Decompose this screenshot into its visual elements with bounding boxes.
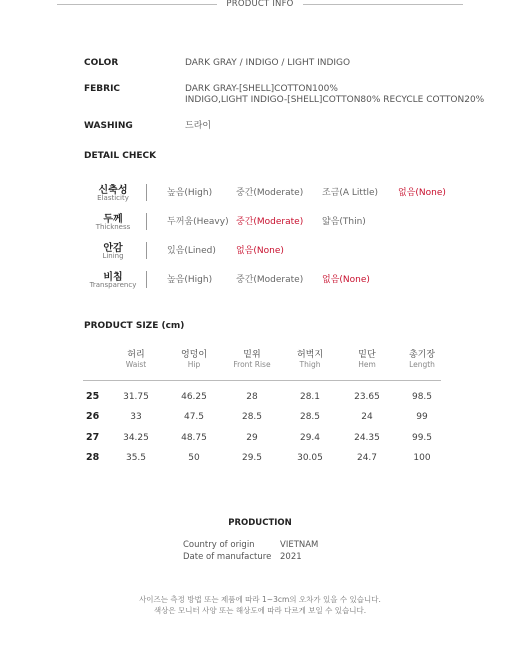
size-title: PRODUCT SIZE (cm) (84, 321, 185, 331)
size-col-ko: 밑위 (243, 350, 261, 360)
detail-option: 높음(High) (167, 188, 213, 198)
size-cell: 24.35 (354, 433, 380, 443)
size-col-en: Length (409, 360, 435, 369)
size-cell: 28.5 (241, 412, 263, 422)
size-cell: 48.75 (181, 433, 207, 443)
size-label: 25 (86, 391, 100, 402)
detail-row-lining (0, 239, 520, 265)
size-cell: 24 (361, 412, 373, 422)
detail-option: 얇음(Thin) (322, 217, 366, 227)
info-value-fabric: DARK GRAY-[SHELL]COTTON100% (185, 84, 338, 94)
size-cell: 50 (188, 453, 200, 463)
detail-label-ko: 신축성 (98, 185, 128, 196)
size-label: 26 (86, 411, 100, 422)
size-label: 27 (86, 432, 100, 443)
size-cell: 99.5 (411, 433, 433, 443)
detail-option: 있음(Lined) (167, 246, 216, 256)
size-col-ko: 엉덩이 (180, 350, 208, 360)
info-label-color: COLOR (84, 58, 119, 68)
size-col-ko: 허벅지 (296, 350, 324, 360)
production-value-origin: VIETNAM (280, 540, 319, 550)
detail-row-transparency (0, 268, 520, 294)
size-cell: 35.5 (125, 453, 147, 463)
size-note: 사이즈는 측정 방법 또는 제품에 따라 1~3cm의 오차가 있을 수 있습니다. (139, 595, 381, 604)
detail-divider (146, 271, 147, 288)
size-cell: 29.5 (241, 453, 263, 463)
size-header-divider (83, 380, 441, 381)
detail-label-ko: 안감 (103, 243, 123, 254)
size-cell: 29.4 (299, 433, 321, 443)
detail-option: 두꺼움(Heavy) (167, 217, 229, 227)
production-key-origin: Country of origin (183, 540, 255, 550)
detail-label-ko: 두께 (103, 214, 123, 225)
size-col-en: Thigh (299, 360, 321, 369)
color-note: 색상은 모니터 사양 또는 해상도에 따라 다르게 보일 수 있습니다. (153, 606, 367, 615)
size-cell: 46.25 (181, 392, 207, 402)
size-col-ko: 총기장 (408, 350, 436, 360)
info-value-washing: 드라이 (185, 121, 212, 131)
detail-option: 높음(High) (167, 275, 213, 285)
detail-check-title: DETAIL CHECK (84, 151, 157, 161)
size-cell: 29 (246, 433, 258, 443)
detail-label-en: Elasticity (97, 194, 129, 202)
size-col-en: Hip (187, 360, 201, 369)
size-cell: 23.65 (354, 392, 380, 402)
size-col-ko: 밑단 (358, 350, 376, 360)
detail-label-en: Lining (102, 252, 124, 260)
size-cell: 30.05 (297, 453, 323, 463)
detail-option-selected: 중간(Moderate) (236, 217, 304, 227)
production-title: PRODUCTION (228, 518, 292, 528)
size-cell: 98.5 (411, 392, 433, 402)
detail-divider (146, 242, 147, 259)
size-col-ko: 허리 (127, 350, 145, 360)
info-value-color: DARK GRAY / INDIGO / LIGHT INDIGO (185, 58, 351, 68)
detail-label-en: Thickness (95, 223, 131, 231)
production-key-date: Date of manufacture (183, 552, 272, 562)
info-label-washing: WASHING (84, 121, 133, 131)
detail-row-thickness (0, 210, 520, 236)
detail-label-en: Transparency (89, 281, 137, 289)
production-value-date: 2021 (280, 552, 302, 562)
detail-option-selected: 없음(None) (236, 246, 284, 256)
header-line-right (303, 4, 463, 5)
size-cell: 33 (130, 412, 142, 422)
size-cell: 99 (416, 412, 428, 422)
size-cell: 28 (246, 392, 258, 402)
size-cell: 28.1 (299, 392, 321, 402)
info-value-fabric-line2: INDIGO,LIGHT INDIGO-[SHELL]COTTON80% RECYCLE COTTON20% (185, 95, 485, 105)
page-title: PRODUCT INFO (226, 0, 294, 9)
detail-divider (146, 184, 147, 201)
size-cell: 24.7 (356, 453, 378, 463)
size-label: 28 (86, 452, 100, 463)
detail-option: 중간(Moderate) (236, 275, 304, 285)
size-cell: 31.75 (123, 392, 149, 402)
detail-row-elasticity (0, 181, 520, 207)
info-label-fabric: FEBRIC (84, 84, 121, 94)
detail-option-selected: 없음(None) (398, 188, 446, 198)
size-col-en: Hem (358, 360, 376, 369)
detail-label-ko: 비침 (103, 272, 123, 283)
detail-option: 중간(Moderate) (236, 188, 304, 198)
detail-divider (146, 213, 147, 230)
size-col-en: Front Rise (233, 360, 271, 369)
size-cell: 47.5 (183, 412, 205, 422)
size-cell: 28.5 (299, 412, 321, 422)
size-cell: 34.25 (123, 433, 149, 443)
detail-option-selected: 없음(None) (322, 275, 370, 285)
detail-option: 조금(A Little) (322, 188, 379, 198)
size-cell: 100 (413, 453, 431, 463)
size-col-en: Waist (125, 360, 147, 369)
